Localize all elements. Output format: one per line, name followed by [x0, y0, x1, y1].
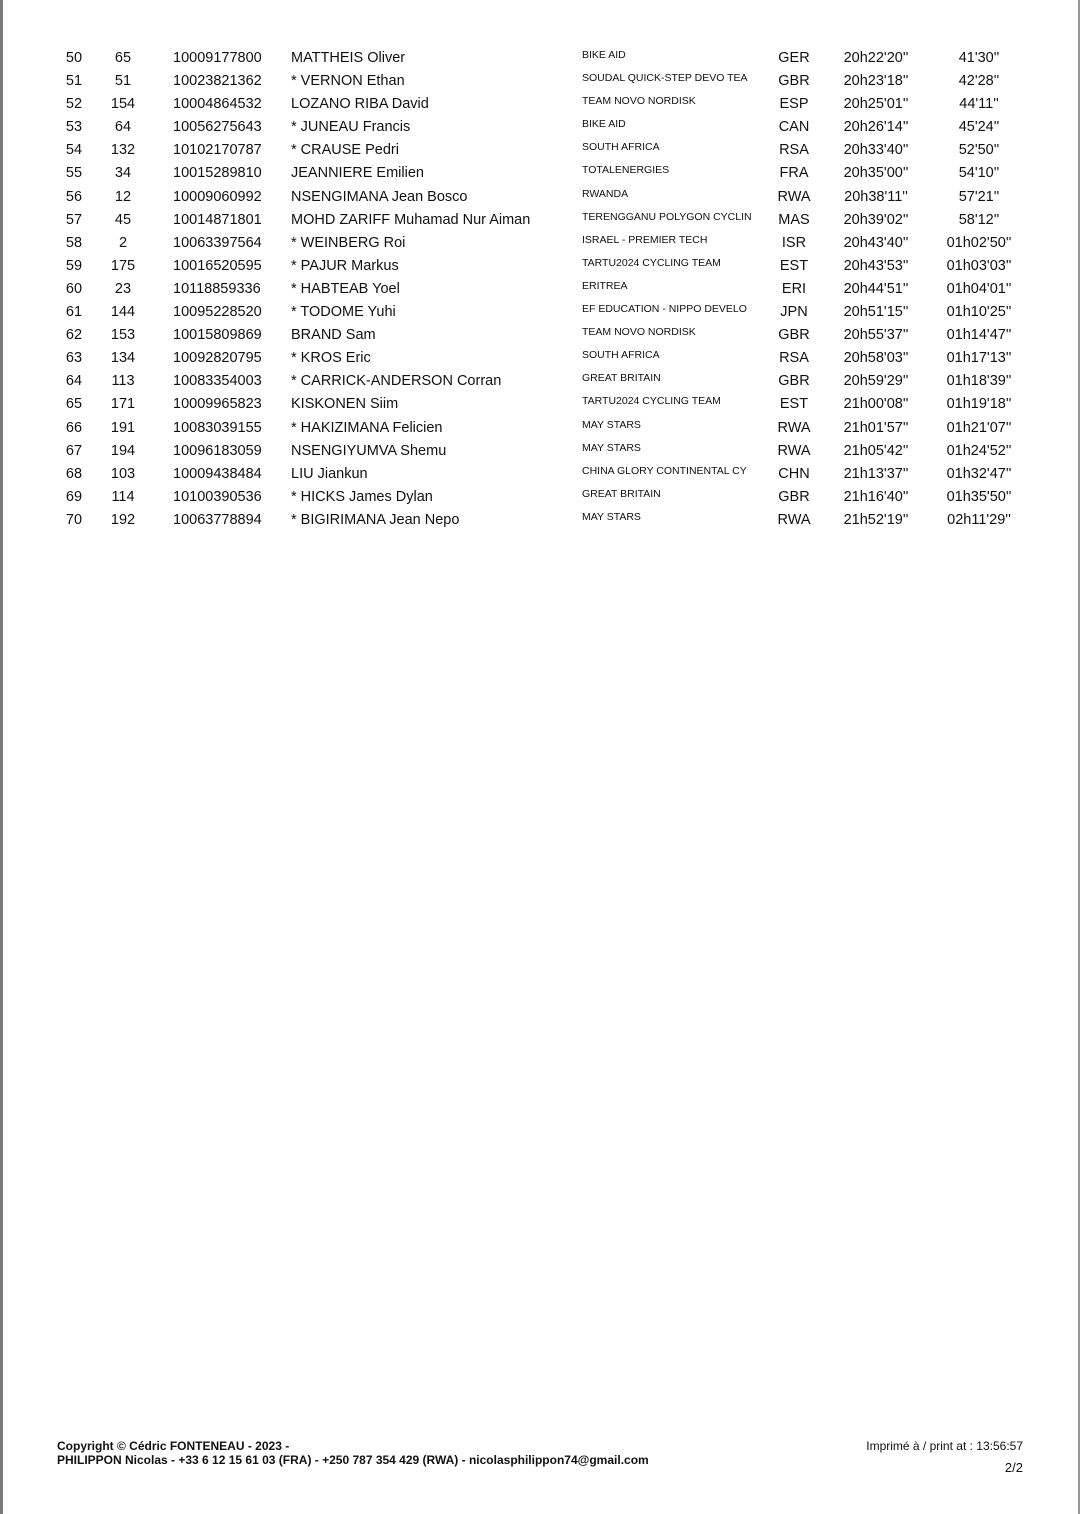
team-name: TERENGGANU POLYGON CYCLIN	[582, 210, 752, 223]
footer-page-number: 2/2	[1004, 1460, 1023, 1475]
rider-name: * WEINBERG Roi	[291, 234, 406, 251]
uci-id: 10063397564	[173, 234, 262, 251]
nationality: GBR	[778, 73, 810, 90]
rider-name: * HABTEAB Yoel	[291, 280, 400, 297]
bib-number: 134	[110, 350, 136, 367]
table-row	[0, 347, 1080, 370]
nationality: ISR	[781, 234, 807, 251]
uci-id: 10015809869	[173, 327, 262, 344]
team-name: MAY STARS	[582, 510, 641, 523]
total-time: 21h00'08''	[843, 396, 909, 413]
rank: 70	[65, 511, 83, 528]
bib-number: 192	[110, 511, 136, 528]
time-gap: 02h11'29''	[947, 511, 1011, 528]
team-name: TARTU2024 CYCLING TEAM	[582, 395, 721, 408]
rider-name: JEANNIERE Emilien	[291, 165, 424, 182]
rank: 65	[65, 396, 83, 413]
rank: 53	[65, 119, 83, 136]
table-row	[0, 47, 1080, 70]
rank: 64	[65, 373, 83, 390]
team-name: TARTU2024 CYCLING TEAM	[582, 256, 721, 269]
table-row	[0, 186, 1080, 209]
rank: 56	[65, 188, 83, 205]
uci-id: 10096183059	[173, 442, 262, 459]
rider-name: MATTHEIS Oliver	[291, 50, 406, 66]
nationality: JPN	[780, 304, 808, 321]
rider-name: * HICKS James Dylan	[291, 488, 433, 505]
team-name: EF EDUCATION - NIPPO DEVELO	[582, 303, 747, 316]
total-time: 21h13'37''	[843, 465, 909, 482]
bib-number: 153	[110, 327, 136, 344]
rider-name: NSENGIMANA Jean Bosco	[291, 188, 468, 205]
uci-id: 10102170787	[173, 142, 262, 159]
time-gap: 01h21'07''	[946, 419, 1012, 436]
nationality: ESP	[779, 96, 809, 113]
results-table	[0, 47, 1080, 532]
team-name: SOUTH AFRICA	[582, 349, 660, 362]
footer-copyright: Copyright © Cédric FONTENEAU - 2023 -	[57, 1439, 290, 1453]
bib-number: 23	[114, 280, 132, 297]
rider-name: * VERNON Ethan	[291, 73, 405, 90]
uci-id: 10092820795	[173, 350, 262, 367]
table-row	[0, 232, 1080, 255]
bib-number: 154	[110, 96, 136, 113]
rider-name: * BIGIRIMANA Jean Nepo	[291, 511, 460, 528]
nationality: RWA	[777, 188, 811, 205]
nationality: GBR	[778, 373, 810, 390]
rider-name: * HAKIZIMANA Felicien	[291, 419, 443, 436]
rider-name: * TODOME Yuhi	[291, 304, 396, 321]
rank: 54	[65, 142, 83, 159]
table-row	[0, 278, 1080, 301]
uci-id: 10023821362	[173, 73, 262, 90]
nationality: RWA	[777, 419, 811, 436]
rider-name: LIU Jiankun	[291, 465, 368, 482]
total-time: 20h58'03''	[843, 350, 909, 367]
total-time: 20h55'37''	[843, 327, 909, 344]
rank: 66	[65, 419, 83, 436]
table-row	[0, 301, 1080, 324]
total-time: 20h33'40''	[843, 142, 909, 159]
total-time: 20h26'14''	[843, 119, 909, 136]
table-row	[0, 93, 1080, 116]
total-time: 21h52'19''	[843, 511, 909, 528]
time-gap: 58'12''	[958, 211, 1000, 228]
rank: 52	[65, 96, 83, 113]
team-name: GREAT BRITAIN	[582, 372, 661, 385]
table-row	[0, 417, 1080, 440]
bib-number: 132	[110, 142, 136, 159]
bib-number: 65	[114, 50, 132, 66]
uci-id: 10014871801	[173, 211, 262, 228]
table-row	[0, 209, 1080, 232]
total-time: 20h44'51''	[843, 280, 909, 297]
total-time: 20h38'11''	[844, 188, 908, 205]
team-name: GREAT BRITAIN	[582, 487, 661, 500]
rider-name: MOHD ZARIFF Muhamad Nur Aiman	[291, 211, 531, 228]
footer-credits	[57, 1439, 649, 1467]
nationality: GBR	[778, 488, 810, 505]
table-row	[0, 393, 1080, 416]
rider-name: * KROS Eric	[291, 350, 371, 367]
total-time: 21h01'57''	[843, 419, 909, 436]
nationality: RSA	[779, 350, 809, 367]
nationality: GER	[778, 50, 810, 66]
nationality: CAN	[778, 119, 810, 136]
rider-name: * JUNEAU Francis	[291, 119, 411, 136]
rank: 69	[65, 488, 83, 505]
total-time: 20h22'20''	[843, 50, 909, 66]
time-gap: 01h17'13''	[946, 350, 1012, 367]
uci-id: 10100390536	[173, 488, 262, 505]
time-gap: 01h35'50''	[946, 488, 1012, 505]
time-gap: 01h24'52''	[946, 442, 1012, 459]
nationality: RWA	[777, 442, 811, 459]
team-name: SOUDAL QUICK-STEP DEVO TEA	[582, 72, 748, 85]
bib-number: 12	[114, 188, 132, 205]
time-gap: 54'10''	[958, 165, 1000, 182]
nationality: RSA	[779, 142, 809, 159]
uci-id: 10009177800	[173, 50, 262, 66]
total-time: 21h16'40''	[843, 488, 909, 505]
team-name: CHINA GLORY CONTINENTAL CY	[582, 464, 747, 477]
nationality: CHN	[778, 465, 810, 482]
rank: 68	[65, 465, 83, 482]
total-time: 20h51'15''	[843, 304, 909, 321]
rider-name: * CRAUSE Pedri	[291, 142, 399, 159]
team-name: SOUTH AFRICA	[582, 141, 660, 154]
table-row	[0, 162, 1080, 185]
uci-id: 10009438484	[173, 465, 262, 482]
table-row	[0, 486, 1080, 509]
team-name: BIKE AID	[582, 118, 626, 131]
uci-id: 10083039155	[173, 419, 262, 436]
time-gap: 01h18'39''	[946, 373, 1012, 390]
table-row	[0, 463, 1080, 486]
rank: 59	[65, 257, 83, 274]
uci-id: 10016520595	[173, 257, 262, 274]
nationality: GBR	[778, 327, 810, 344]
bib-number: 103	[110, 465, 136, 482]
time-gap: 01h19'18''	[946, 396, 1012, 413]
time-gap: 01h14'47''	[946, 327, 1012, 344]
total-time: 20h25'01''	[843, 96, 909, 113]
bib-number: 114	[111, 488, 135, 505]
table-row	[0, 370, 1080, 393]
time-gap: 42'28''	[958, 73, 1000, 90]
rider-name: * PAJUR Markus	[291, 257, 399, 274]
uci-id: 10083354003	[173, 373, 262, 390]
footer-contact: PHILIPPON Nicolas - +33 6 12 15 61 03 (FRA) - +250 787 354 429 (RWA) - nicolasphilippon74@gmail.com	[57, 1453, 649, 1467]
team-name: TEAM NOVO NORDISK	[582, 326, 696, 339]
rank: 57	[65, 211, 83, 228]
table-row	[0, 255, 1080, 278]
rider-name: * CARRICK-ANDERSON Corran	[291, 373, 502, 390]
total-time: 20h59'29''	[843, 373, 909, 390]
bib-number: 171	[110, 396, 136, 413]
team-name: BIKE AID	[582, 49, 626, 61]
bib-number: 51	[114, 73, 132, 90]
bib-number: 45	[114, 211, 132, 228]
time-gap: 01h04'01''	[946, 280, 1012, 297]
nationality: MAS	[778, 211, 810, 228]
time-gap: 01h03'03''	[946, 257, 1012, 274]
table-row	[0, 70, 1080, 93]
total-time: 21h05'42''	[843, 442, 909, 459]
rank: 58	[65, 234, 83, 251]
total-time: 20h43'40''	[843, 234, 909, 251]
table-row	[0, 116, 1080, 139]
total-time: 20h39'02''	[843, 211, 909, 228]
team-name: TEAM NOVO NORDISK	[582, 95, 696, 108]
time-gap: 52'50''	[958, 142, 1000, 159]
uci-id: 10118859336	[173, 280, 261, 297]
uci-id: 10009060992	[173, 188, 262, 205]
rank: 61	[65, 304, 83, 321]
rank: 60	[65, 280, 83, 297]
time-gap: 41'30''	[958, 50, 1000, 66]
bib-number: 144	[110, 304, 136, 321]
rank: 63	[65, 350, 83, 367]
time-gap: 44'11''	[959, 96, 999, 113]
uci-id: 10015289810	[173, 165, 262, 182]
table-row	[0, 139, 1080, 162]
nationality: FRA	[779, 165, 809, 182]
uci-id: 10095228520	[173, 304, 262, 321]
uci-id: 10056275643	[173, 119, 262, 136]
table-row	[0, 509, 1080, 532]
time-gap: 57'21''	[958, 188, 1000, 205]
rank: 51	[65, 73, 83, 90]
rank: 55	[65, 165, 83, 182]
rider-name: KISKONEN Siim	[291, 396, 399, 413]
table-row	[0, 440, 1080, 463]
rider-name: BRAND Sam	[291, 327, 376, 344]
total-time: 20h35'00''	[843, 165, 909, 182]
nationality: ERI	[781, 280, 807, 297]
bib-number: 175	[110, 257, 136, 274]
rider-name: LOZANO RIBA David	[291, 96, 429, 113]
bib-number: 34	[114, 165, 132, 182]
rank: 50	[65, 50, 83, 66]
uci-id: 10009965823	[173, 396, 262, 413]
bib-number: 191	[110, 419, 136, 436]
table-row	[0, 324, 1080, 347]
bib-number: 113	[111, 373, 135, 390]
time-gap: 01h10'25''	[946, 304, 1012, 321]
nationality: RWA	[777, 511, 811, 528]
team-name: ERITREA	[582, 279, 628, 292]
total-time: 20h23'18''	[843, 73, 909, 90]
rider-name: NSENGIYUMVA Shemu	[291, 442, 447, 459]
bib-number: 64	[114, 119, 132, 136]
team-name: MAY STARS	[582, 441, 641, 454]
uci-id: 10063778894	[173, 511, 262, 528]
team-name: TOTALENERGIES	[582, 164, 670, 177]
total-time: 20h43'53''	[843, 257, 909, 274]
rank: 67	[65, 442, 83, 459]
team-name: RWANDA	[582, 187, 629, 200]
time-gap: 01h02'50''	[946, 234, 1012, 251]
bib-number: 2	[118, 234, 128, 251]
nationality: EST	[779, 396, 809, 413]
rank: 62	[65, 327, 83, 344]
time-gap: 45'24''	[958, 119, 1000, 136]
nationality: EST	[779, 257, 809, 274]
team-name: MAY STARS	[582, 418, 641, 431]
bib-number: 194	[110, 442, 136, 459]
team-name: ISRAEL - PREMIER TECH	[582, 233, 708, 246]
footer-print-time: Imprimé à / print at : 13:56:57	[866, 1439, 1023, 1453]
uci-id: 10004864532	[173, 96, 262, 113]
time-gap: 01h32'47''	[946, 465, 1012, 482]
